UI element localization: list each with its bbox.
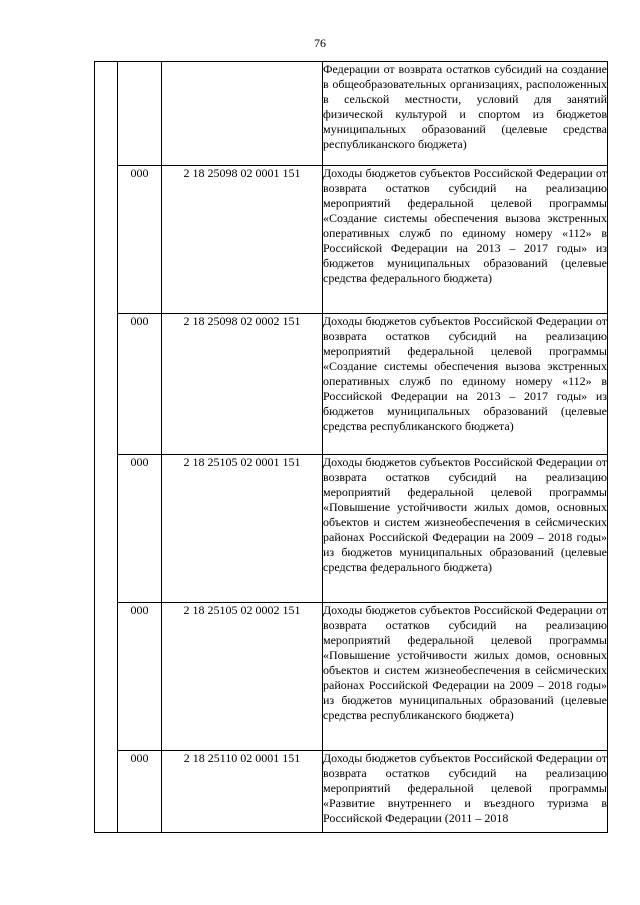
admin-code-cell: 000: [118, 166, 162, 314]
budget-code-cell: 2 18 25105 02 0002 151: [162, 603, 323, 751]
budget-code-cell: 2 18 25105 02 0001 151: [162, 455, 323, 603]
description-cell: Федерации от возврата остатков субсидий на создание в общеобразовательных организациях, расположенных в сельской местности, условий для занятий физической культурой и спортом из бюджетов муниципальных образований (целевые средства республиканского бюджета): [323, 62, 608, 166]
description-cell: Доходы бюджетов субъектов Российской Федерации от возврата остатков субсидий на реализацию мероприятий федеральной целевой программы «Развитие внутреннего и въездного туризма в Российской Федерации (2011 – 2018: [323, 751, 608, 833]
admin-code-cell: [118, 62, 162, 166]
admin-code-cell: 000: [118, 455, 162, 603]
admin-code-cell: 000: [118, 314, 162, 455]
admin-code-cell: 000: [118, 751, 162, 833]
budget-code-cell: 2 18 25110 02 0001 151: [162, 751, 323, 833]
budget-code-cell: 2 18 25098 02 0002 151: [162, 314, 323, 455]
revenue-codes-table: [94, 61, 608, 833]
table-row: [95, 603, 608, 751]
page-number: 76: [314, 36, 326, 50]
budget-code-cell: [162, 62, 323, 166]
blank-cell: [95, 62, 118, 833]
description-cell: Доходы бюджетов субъектов Российской Федерации от возврата остатков субсидий на реализацию мероприятий федеральной целевой программы «Повышение устойчивости жилых домов, основных объектов и систем жизнеобеспечения в сейсмических районах Российской Федерации на 2009 – 2018 годы» из бюджетов муниципальных образований (целевые средства федерального бюджета): [323, 455, 608, 603]
table-row: [95, 314, 608, 455]
description-cell: Доходы бюджетов субъектов Российской Федерации от возврата остатков субсидий на реализацию мероприятий федеральной целевой программы «Создание системы обеспечения вызова экстренных оперативных служб по единому номеру «112» в Российской Федерации на 2013 – 2017 годы» из бюджетов муниципальных образований (целевые средства федерального бюджета): [323, 166, 608, 314]
table-row: [95, 751, 608, 833]
table-row: [95, 62, 608, 166]
table-row: [95, 166, 608, 314]
description-cell: Доходы бюджетов субъектов Российской Федерации от возврата остатков субсидий на реализацию мероприятий федеральной целевой программы «Повышение устойчивости жилых домов, основных объектов и систем жизнеобеспечения в сейсмических районах Российской Федерации на 2009 – 2018 годы» из бюджетов муниципальных образований (целевые средства республиканского бюджета): [323, 603, 608, 751]
description-cell: Доходы бюджетов субъектов Российской Федерации от возврата остатков субсидий на реализацию мероприятий федеральной целевой программы «Создание системы обеспечения вызова экстренных оперативных служб по единому номеру «112» в Российской Федерации на 2013 – 2017 годы» из бюджетов муниципальных образований (целевые средства республиканского бюджета): [323, 314, 608, 455]
table-row: [95, 455, 608, 603]
budget-code-cell: 2 18 25098 02 0001 151: [162, 166, 323, 314]
admin-code-cell: 000: [118, 603, 162, 751]
